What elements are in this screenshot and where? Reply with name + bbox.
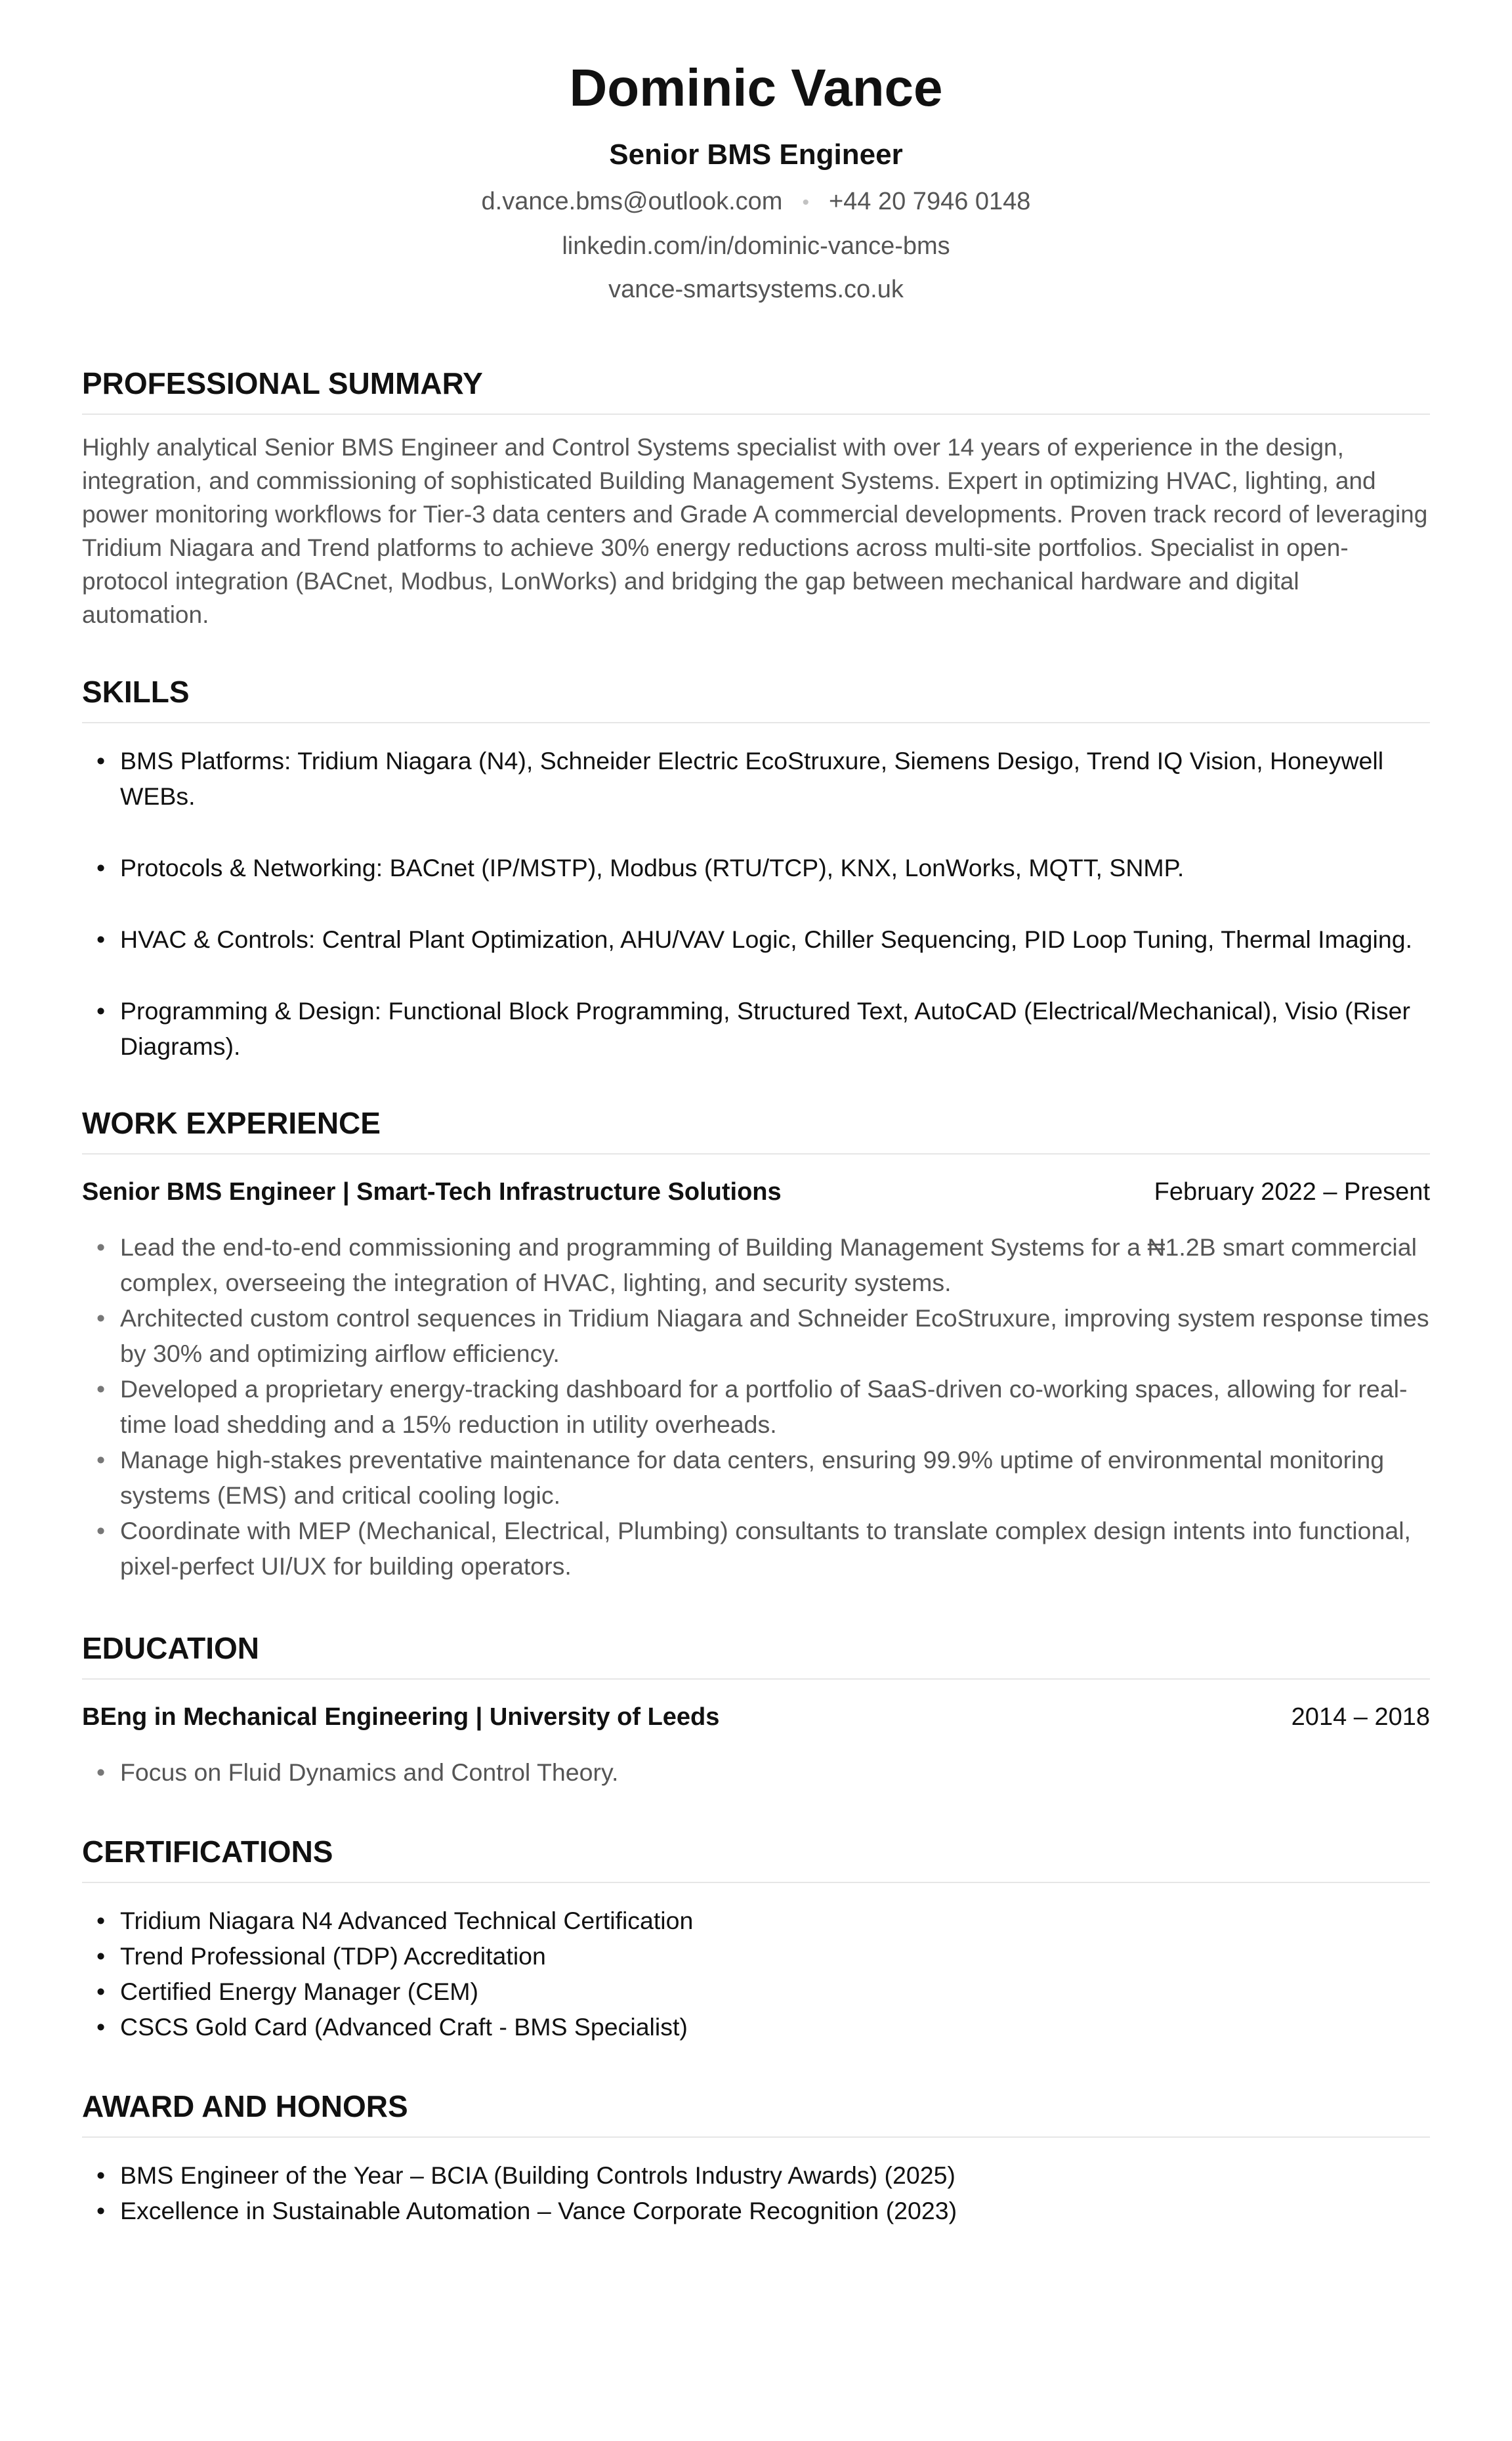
- awards-list: [82, 2157, 1430, 2228]
- skill-item: • Protocols & Networking: BACnet (IP/MSTP), Modbus (RTU/TCP), KNX, LonWorks, MQTT, SNMP.: [82, 850, 1430, 885]
- candidate-title: Senior BMS Engineer: [609, 138, 903, 171]
- summary-heading: PROFESSIONAL SUMMARY: [82, 364, 1430, 415]
- certification-item: • Certified Energy Manager (CEM): [82, 1974, 1430, 2009]
- separator-dot: •: [802, 191, 809, 213]
- certifications-heading: CERTIFICATIONS: [82, 1832, 1430, 1883]
- awards-heading: AWARD AND HONORS: [82, 2087, 1430, 2138]
- summary-section: [82, 364, 1430, 631]
- certifications-section: [82, 1832, 1430, 2045]
- award-item: • BMS Engineer of the Year – BCIA (Building Controls Industry Awards) (2025): [82, 2157, 1430, 2193]
- linkedin-text: linkedin.com/in/dominic-vance-bms: [562, 232, 950, 260]
- skills-section: [82, 672, 1430, 1064]
- job-bullet: • Manage high-stakes preventative maintenance for data centers, ensuring 99.9% uptime of environmental monitoring systems (EMS) and critical cooling logic.: [82, 1442, 1430, 1513]
- award-item: • Excellence in Sustainable Automation – Vance Corporate Recognition (2023): [82, 2193, 1430, 2228]
- education-bullet: • Focus on Fluid Dynamics and Control Theory.: [82, 1754, 1430, 1790]
- degree-text: BEng in Mechanical Engineering | University of Leeds: [82, 1703, 720, 1731]
- resume-header: [82, 0, 1430, 308]
- skill-item: • BMS Platforms: Tridium Niagara (N4), Schneider Electric EcoStruxure, Siemens Desigo, Trend IQ Vision, Honeywell WEBs.: [82, 743, 1430, 814]
- experience-section: [82, 1103, 1430, 1584]
- skill-item: • HVAC & Controls: Central Plant Optimization, AHU/VAV Logic, Chiller Sequencing, PID Loop Tuning, Thermal Imaging.: [82, 922, 1430, 957]
- education-bullets: [82, 1754, 1430, 1790]
- job-header: [82, 1174, 1430, 1210]
- phone-text: +44 20 7946 0148: [828, 188, 1031, 215]
- job-bullet: • Developed a proprietary energy-tracking dashboard for a portfolio of SaaS-driven co-working spaces, allowing for real-time load shedding and a 15% reduction in utility overheads.: [82, 1371, 1430, 1442]
- education-section: [82, 1628, 1430, 1790]
- candidate-name: Dominic Vance: [569, 58, 943, 117]
- experience-heading: WORK EXPERIENCE: [82, 1103, 1430, 1155]
- skill-item: • Programming & Design: Functional Block Programming, Structured Text, AutoCAD (Electrical/Mechanical), Visio (Riser Diagrams).: [82, 993, 1430, 1064]
- job-bullet: • Architected custom control sequences in Tridium Niagara and Schneider EcoStruxure, improving system response times by 30% and optimizing airflow efficiency.: [82, 1300, 1430, 1371]
- job-role: Senior BMS Engineer | Smart-Tech Infrastructure Solutions: [82, 1178, 782, 1206]
- skills-heading: SKILLS: [82, 672, 1430, 723]
- certifications-list: [82, 1903, 1430, 2045]
- job-bullet: • Coordinate with MEP (Mechanical, Electrical, Plumbing) consultants to translate complex design intents into functional, pixel-perfect UI/UX for building operators.: [82, 1513, 1430, 1584]
- contact-line: [82, 182, 1430, 222]
- certification-item: • Tridium Niagara N4 Advanced Technical Certification: [82, 1903, 1430, 1938]
- certification-item: • Trend Professional (TDP) Accreditation: [82, 1938, 1430, 1974]
- job-bullet: • Lead the end-to-end commissioning and programming of Building Management Systems for a ₦1.2B smart commercial complex, overseeing the integration of HVAC, lighting, and security systems.: [82, 1229, 1430, 1300]
- job-dates: February 2022 – Present: [1154, 1178, 1430, 1206]
- education-heading: EDUCATION: [82, 1628, 1430, 1680]
- education-dates: 2014 – 2018: [1291, 1703, 1430, 1731]
- website-text: vance-smartsystems.co.uk: [608, 275, 904, 303]
- summary-text: Highly analytical Senior BMS Engineer and Control Systems specialist with over 14 years of experience in the design, integration, and commissioning of sophisticated Building Management Systems. Expert in optimizing HVAC, lighting, and power monitoring workflows for Tier-3 data centers and Grade A commercial developments. Proven track record of leveraging Tridium Niagara and Trend platforms to achieve 30% energy reductions across multi-site portfolios. Specialist in open-protocol integration (BACnet, Modbus, LonWorks) and bridging the gap between mechanical hardware and digital automation.: [82, 433, 1428, 628]
- skills-list: [82, 743, 1430, 1064]
- awards-section: [82, 2087, 1430, 2228]
- email-text: d.vance.bms@outlook.com: [481, 188, 783, 215]
- certification-item: • CSCS Gold Card (Advanced Craft - BMS Specialist): [82, 2009, 1430, 2045]
- education-header: [82, 1699, 1430, 1735]
- job-bullets: [82, 1229, 1430, 1584]
